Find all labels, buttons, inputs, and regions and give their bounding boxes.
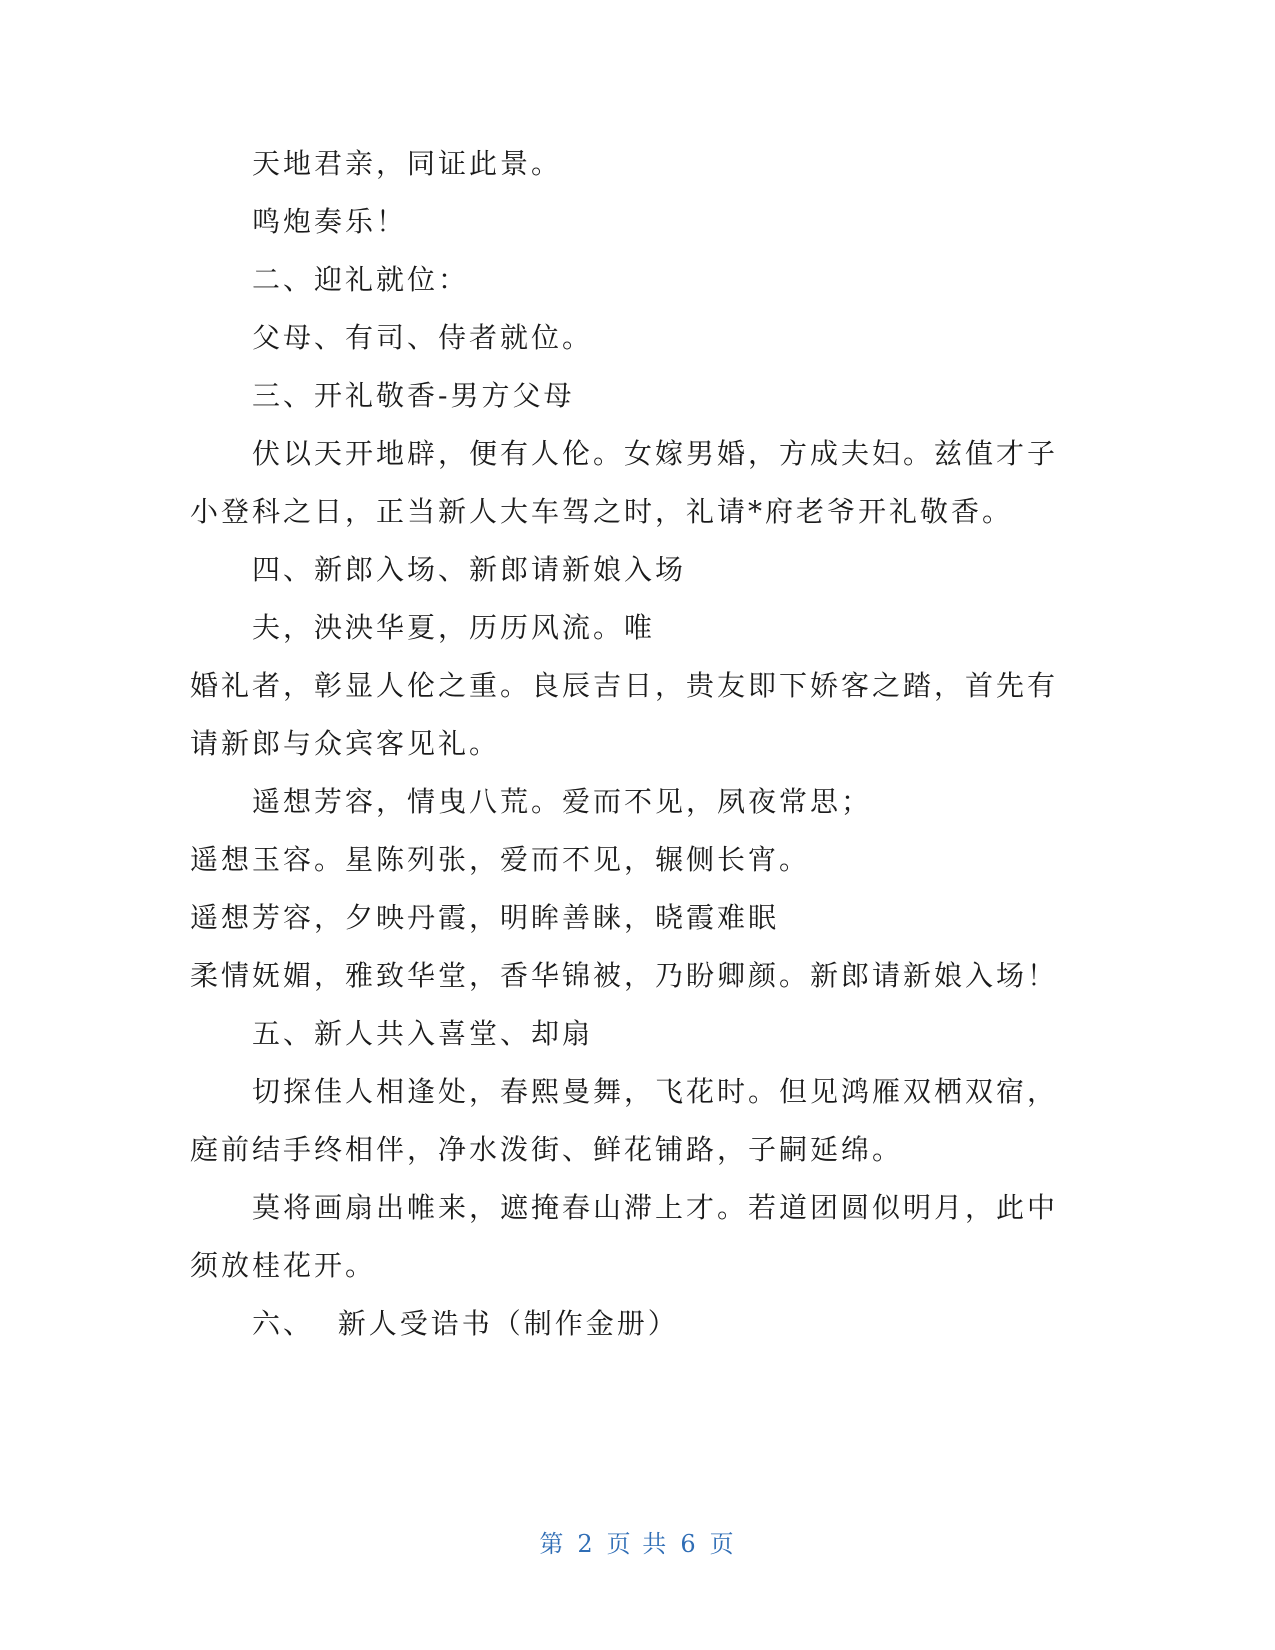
section-heading: 六、 新人受诰书（制作金册） xyxy=(252,1307,679,1340)
text-line: 夫，泱泱华夏，历历风流。唯 xyxy=(252,611,656,644)
text-line: 庭前结手终相伴，净水泼街、鲜花铺路，子嗣延绵。 xyxy=(190,1133,904,1166)
footer-middle: 页 共 xyxy=(606,1530,669,1558)
text-line: 小登科之日，正当新人大车驾之时，礼请*府老爷开礼敬香。 xyxy=(190,495,1014,528)
text-line: 伏以天开地辟，便有人伦。女嫁男婚，方成夫妇。兹值才子 xyxy=(252,437,1059,470)
section-heading: 二、迎礼就位： xyxy=(252,263,470,296)
footer-total-pages: 6 xyxy=(680,1530,698,1558)
section-heading: 四、新郎入场、新郎请新娘入场 xyxy=(252,553,687,586)
page-footer xyxy=(0,1528,1275,1560)
text-line: 须放桂花开。 xyxy=(190,1249,377,1282)
text-line: 遥想芳容，夕映丹霞，明眸善睐，晓霞难眠 xyxy=(190,901,780,934)
footer-prefix: 第 xyxy=(539,1530,566,1558)
section-heading: 五、新人共入喜堂、却扇 xyxy=(252,1017,594,1050)
text-line: 父母、有司、侍者就位。 xyxy=(252,321,594,354)
text-line: 柔情妩媚，雅致华堂，香华锦被，乃盼卿颜。新郎请新娘入场！ xyxy=(190,959,1059,992)
text-line: 切探佳人相逢处，春熙曼舞，飞花时。但见鸿雁双栖双宿， xyxy=(252,1075,1059,1108)
text-line: 遥想玉容。星陈列张，爱而不见，辗侧长宵。 xyxy=(190,843,811,876)
text-line: 遥想芳容，情曳八荒。爱而不见，夙夜常思； xyxy=(252,785,873,818)
text-line: 婚礼者，彰显人伦之重。良辰吉日，贵友即下娇客之踏，首先有 xyxy=(190,669,1059,702)
footer-current-page: 2 xyxy=(577,1530,595,1558)
text-line: 莫将画扇出帷来，遮掩春山滞上才。若道团圆似明月，此中 xyxy=(252,1191,1059,1224)
footer-suffix: 页 xyxy=(709,1530,736,1558)
text-line: 鸣炮奏乐！ xyxy=(252,205,408,238)
text-line: 请新郎与众宾客见礼。 xyxy=(190,727,501,760)
section-heading: 三、开礼敬香-男方父母 xyxy=(252,379,575,412)
text-line: 天地君亲，同证此景。 xyxy=(252,147,563,180)
